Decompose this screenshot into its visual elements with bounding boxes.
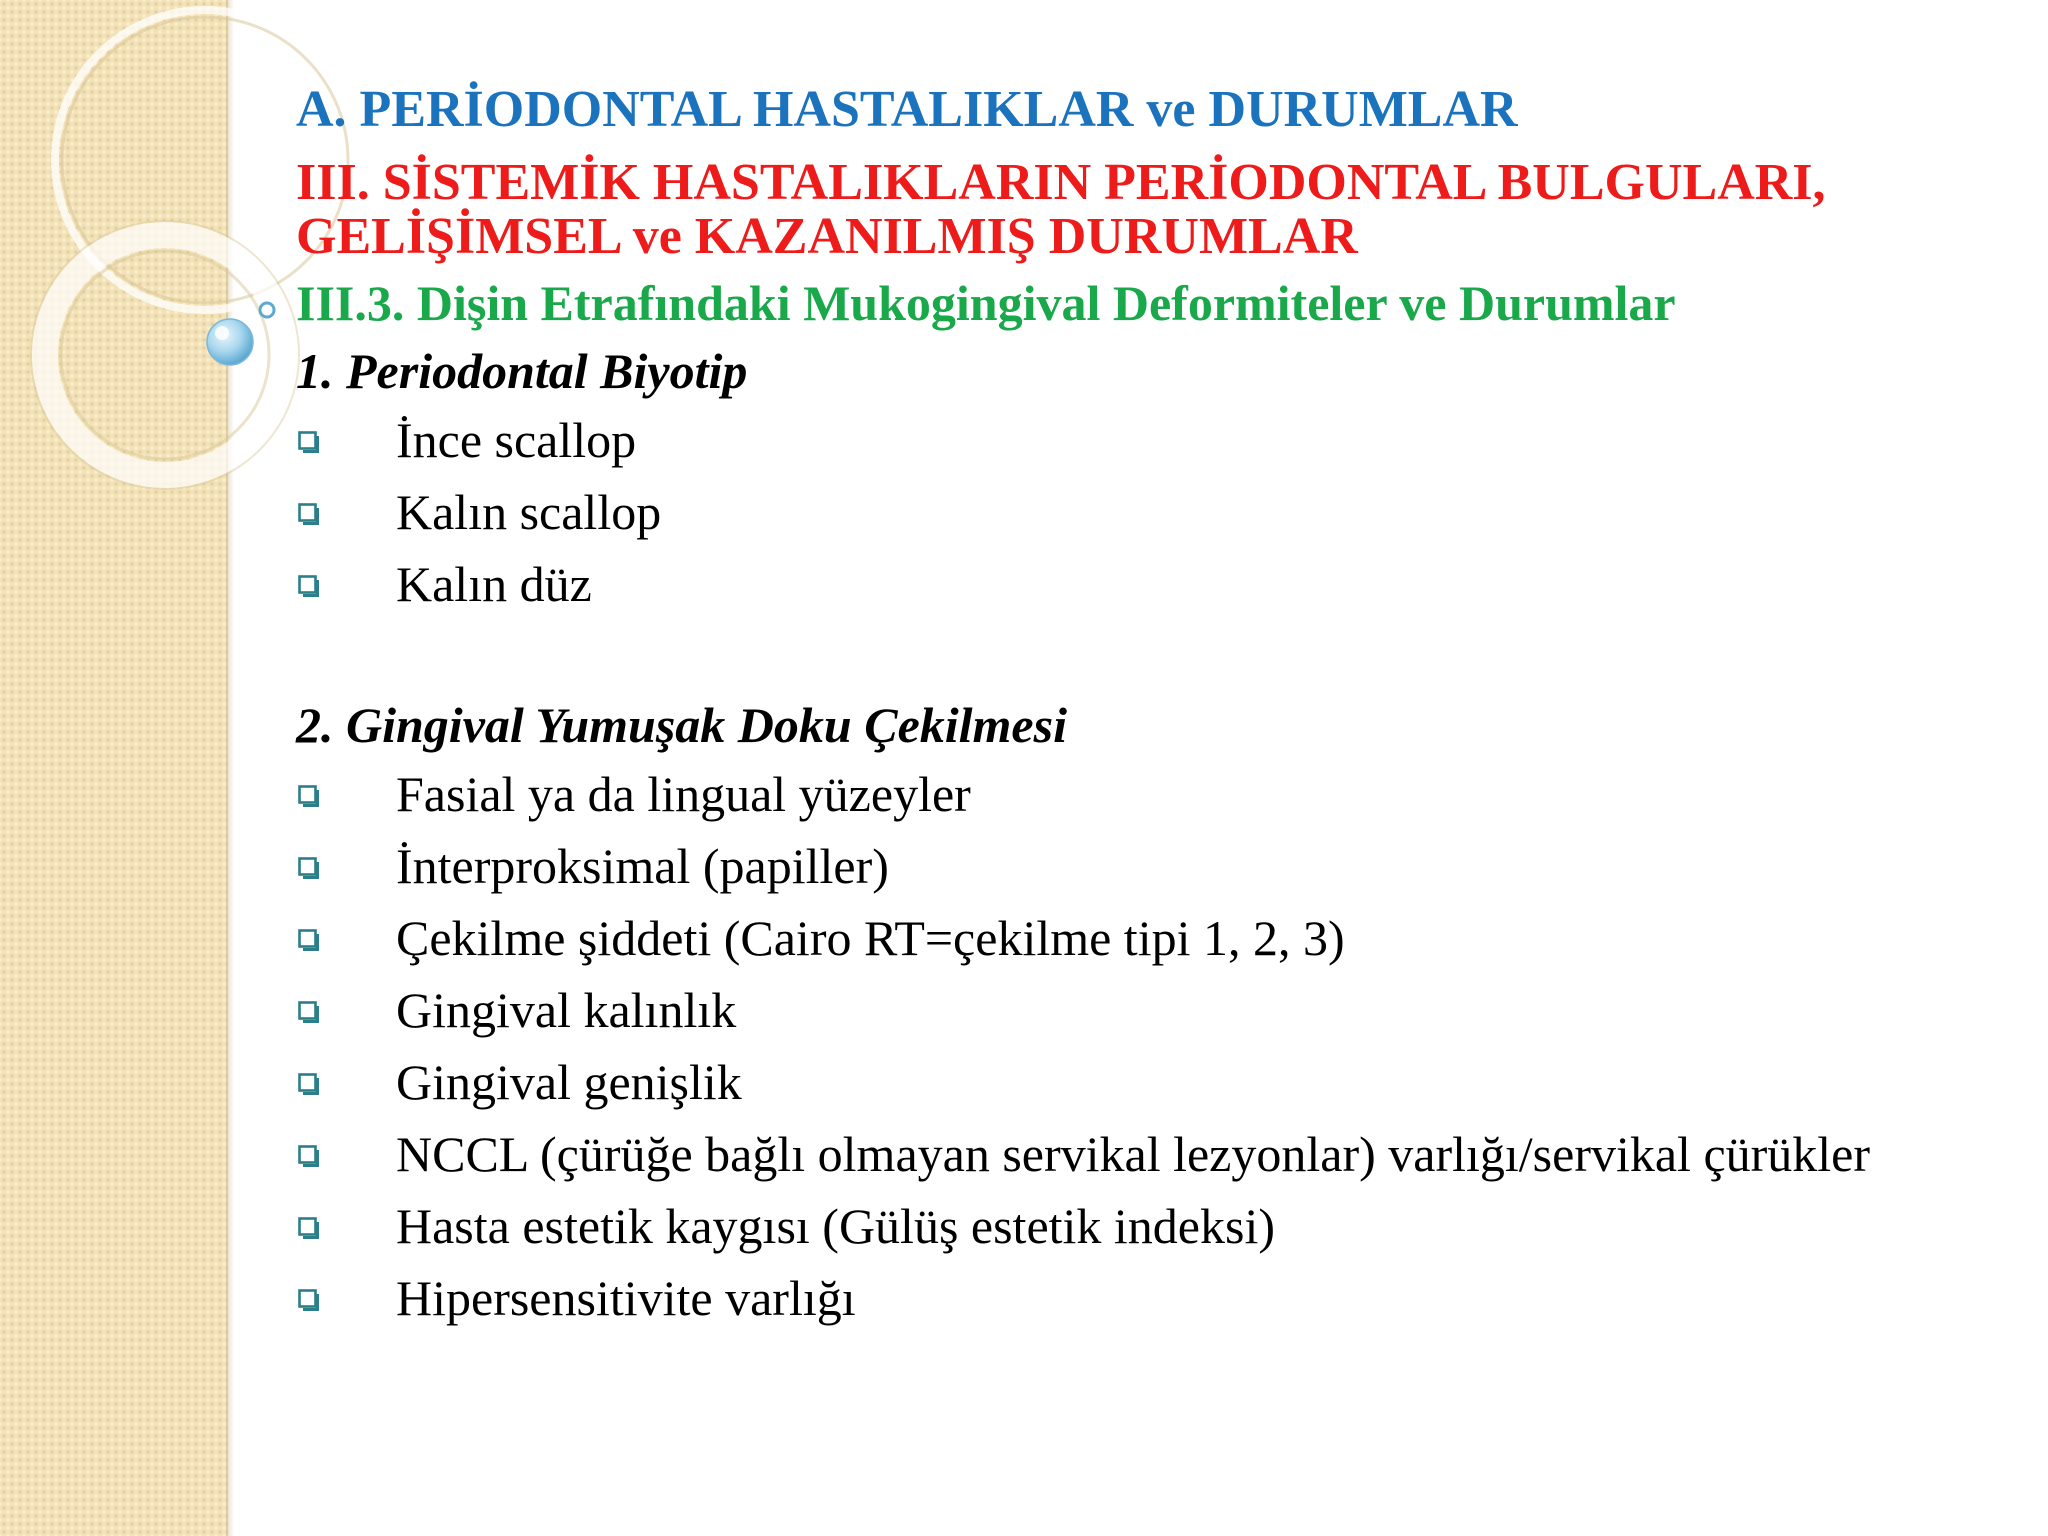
list-item (296, 1056, 1996, 1108)
list-item (296, 912, 1996, 964)
list-item-text: İnterproksimal (papiller) (396, 838, 889, 894)
checkbox-square-icon (298, 1073, 321, 1096)
checkbox-square-icon (298, 929, 321, 952)
checkbox-square-icon (298, 503, 321, 526)
slide-subtitle-line2: GELİŞİMSEL ve KAZANILMIŞ DURUMLAR (296, 208, 1358, 265)
section-biyotip (296, 343, 1996, 612)
section-title: 2. Gingival Yumuşak Doku Çekilmesi (296, 697, 1067, 753)
checkbox-square-icon (298, 785, 321, 808)
checkbox-square-icon (298, 431, 321, 454)
bullet-list (296, 768, 1996, 1324)
list-item-text: İnce scallop (396, 412, 637, 468)
orb-icon (207, 319, 253, 365)
slide-title: A. PERİODONTAL HASTALIKLAR ve DURUMLAR (296, 81, 1518, 138)
checkbox-square-icon (298, 1001, 321, 1024)
section-cekilme (296, 697, 1996, 1326)
section-spacer (296, 630, 1996, 700)
slide-subtitle (296, 156, 1996, 264)
list-item (296, 1128, 1996, 1180)
list-item-text: Kalın düz (396, 556, 592, 612)
list-item (296, 768, 1996, 820)
checkbox-square-icon (298, 1217, 321, 1240)
checkbox-square-icon (298, 1145, 321, 1168)
list-item-text: NCCL (çürüğe bağlı olmayan servikal lezyonlar) varlığı/servikal çürükler (396, 1126, 1871, 1182)
bullet-list (296, 414, 1996, 610)
slide-subtitle-line1: III. SİSTEMİK HASTALIKLARIN PERİODONTAL BULGULARI, (296, 154, 1826, 211)
list-item-text: Çekilme şiddeti (Cairo RT=çekilme tipi 1, 2, 3) (396, 910, 1345, 966)
list-item-text: Fasial ya da lingual yüzeyler (396, 766, 971, 822)
checkbox-square-icon (298, 575, 321, 598)
list-item-text: Gingival kalınlık (396, 982, 737, 1038)
list-item-text: Hipersensitivite varlığı (396, 1270, 856, 1326)
checkbox-square-icon (298, 1289, 321, 1312)
section-heading: III.3. Dişin Etrafındaki Mukogingival Deformiteler ve Durumlar (296, 275, 1676, 331)
list-item (296, 1272, 1996, 1324)
list-item (296, 414, 1996, 466)
list-item (296, 558, 1996, 610)
list-item-text: Hasta estetik kaygısı (Gülüş estetik indeksi) (396, 1198, 1276, 1254)
slide-content (296, 81, 1996, 1344)
checkbox-square-icon (298, 857, 321, 880)
list-item (296, 486, 1996, 538)
list-item (296, 840, 1996, 892)
list-item-text: Kalın scallop (396, 484, 662, 540)
orb-highlight (215, 326, 229, 340)
list-item (296, 1200, 1996, 1252)
list-item-text: Gingival genişlik (396, 1054, 742, 1110)
list-item (296, 984, 1996, 1036)
section-title: 1. Periodontal Biyotip (296, 343, 748, 399)
